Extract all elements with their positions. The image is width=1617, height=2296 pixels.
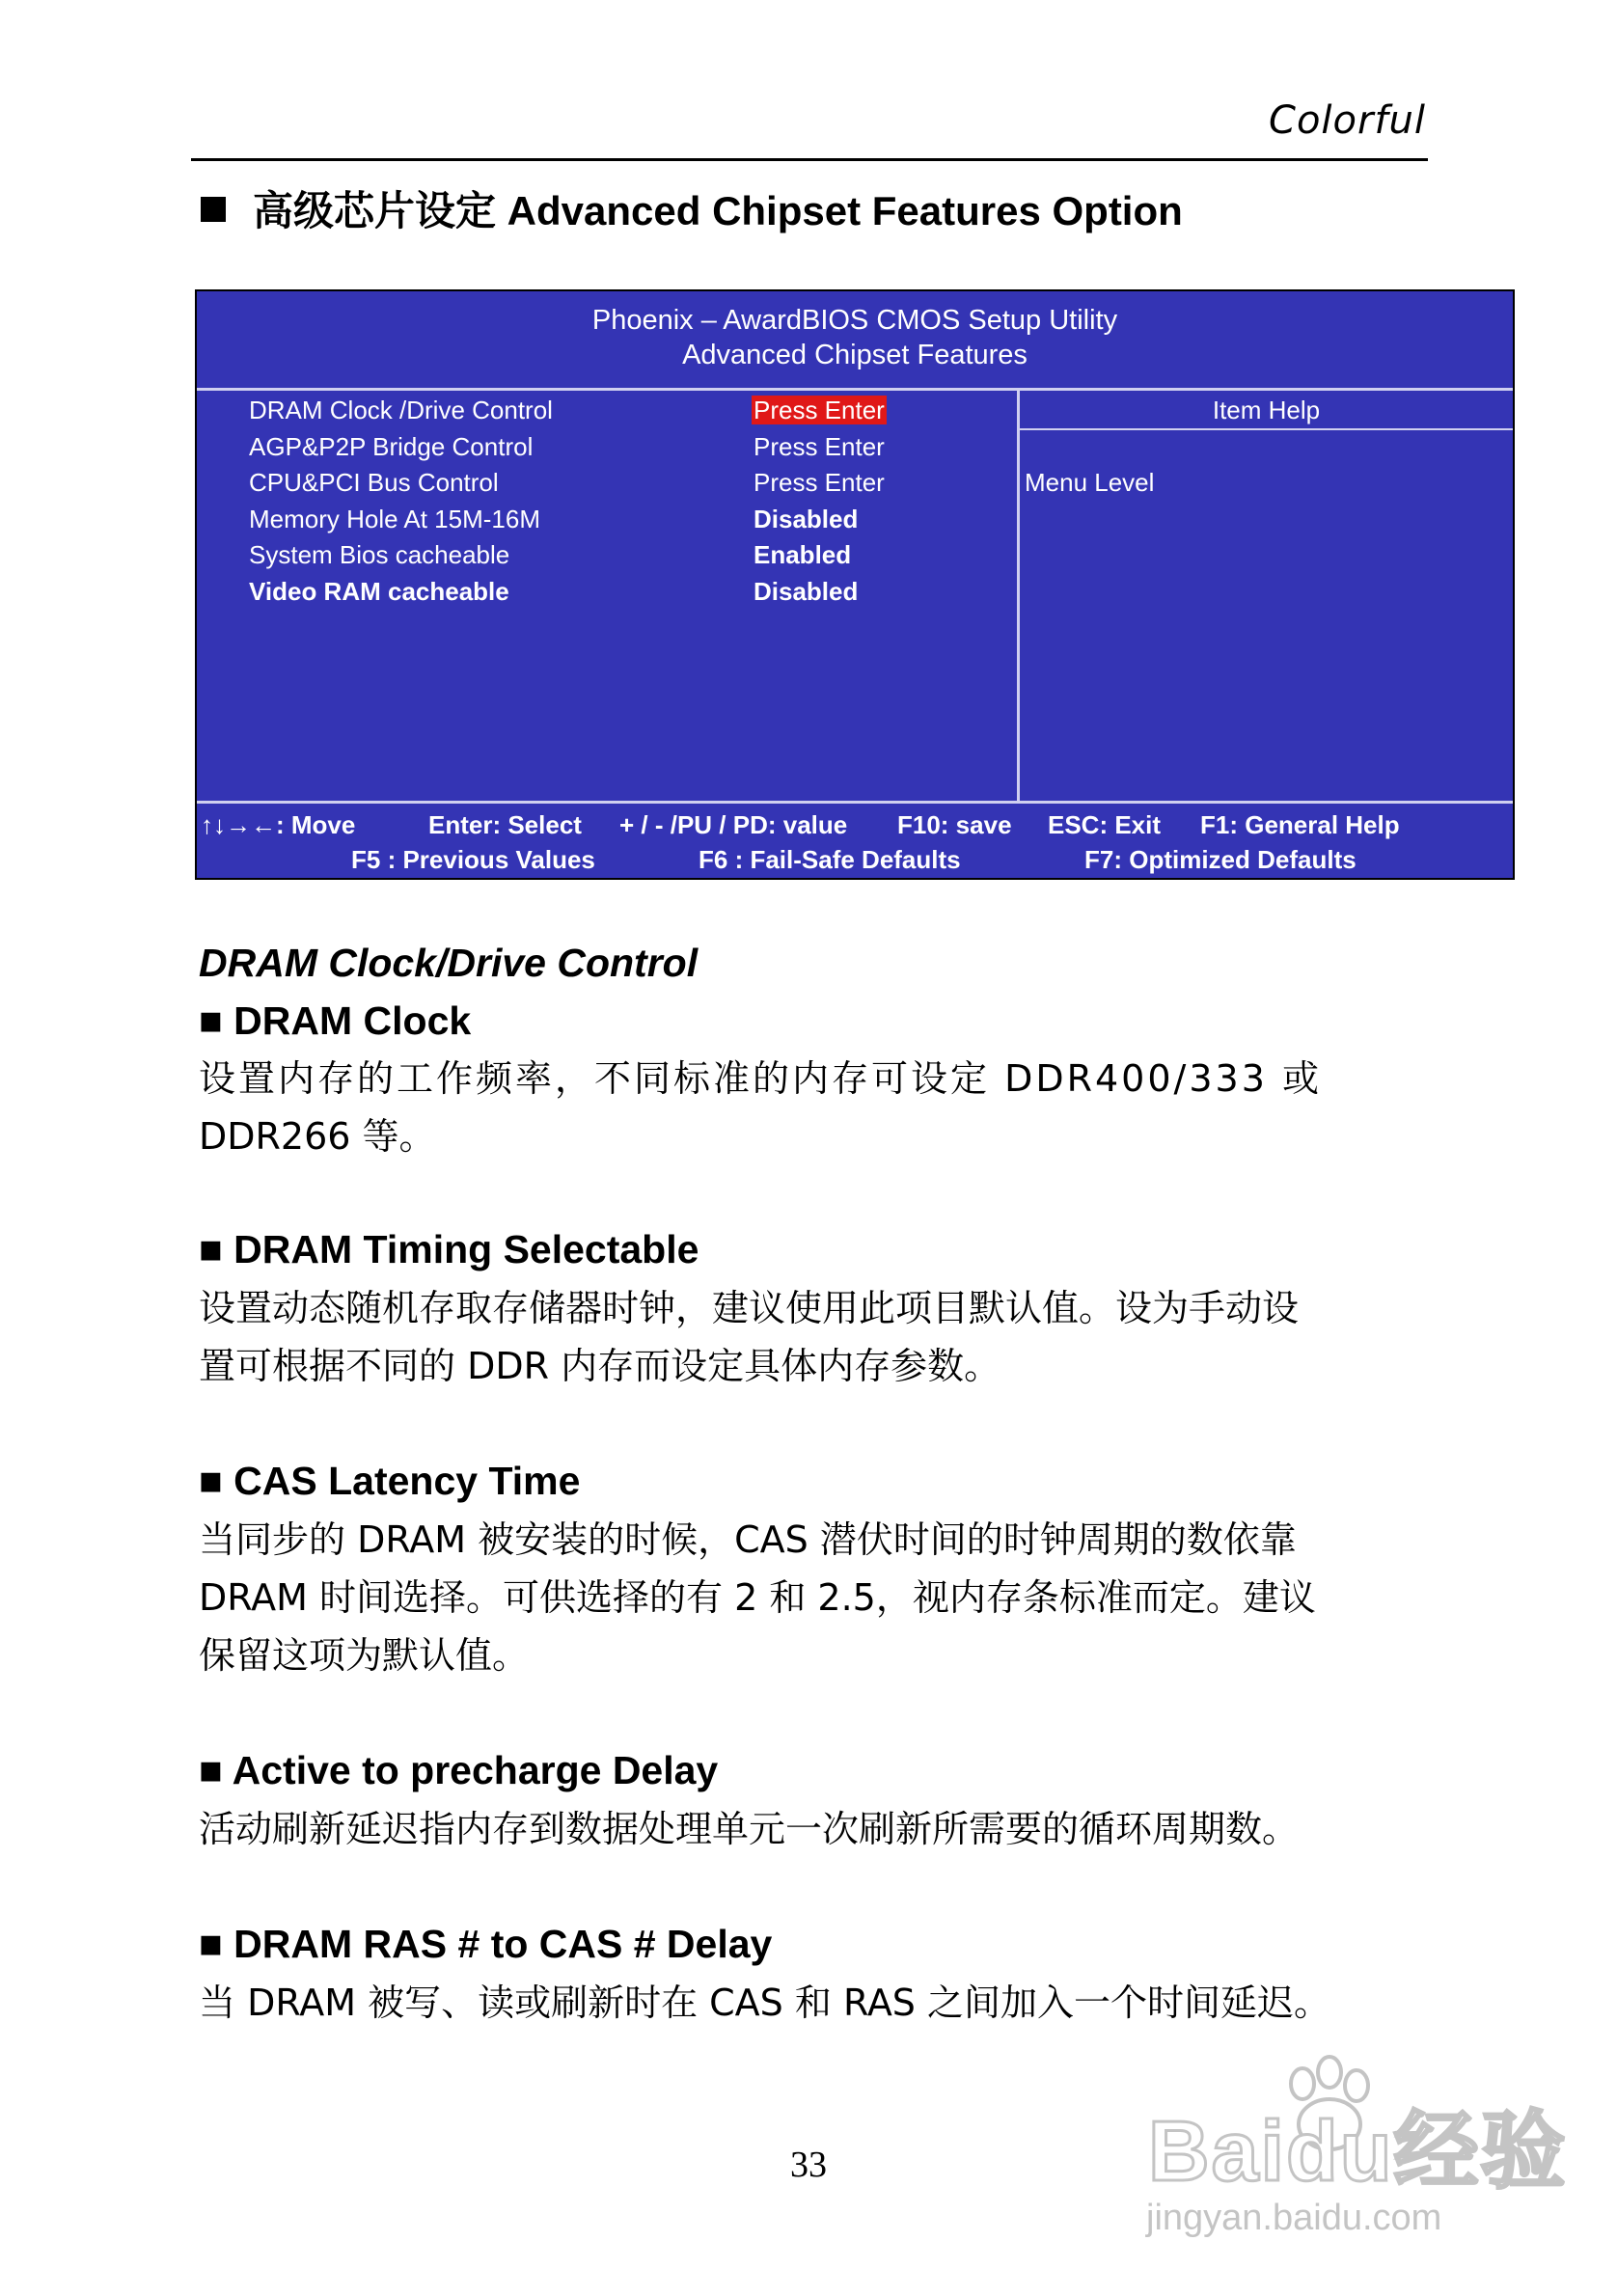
bios-item-memory-hole[interactable]: Memory Hole At 15M-16M	[249, 505, 540, 533]
bios-subtitle: Advanced Chipset Features	[682, 340, 1028, 370]
heading-text: Active to precharge Delay	[232, 1748, 719, 1792]
paragraph-line: 当 DRAM 被写、读或刷新时在 CAS 和 RAS 之间加入一个时间延迟。	[199, 1982, 1331, 2024]
paragraph-line: 设置内存的工作频率，不同标准的内存可设定 DDR400/333 或	[199, 1057, 1322, 1100]
paragraph-cas-latency	[199, 1511, 1432, 1684]
bullet: ■	[199, 1227, 223, 1271]
watermark	[1138, 2055, 1568, 2248]
watermark-url: jingyan.baidu.com	[1146, 2198, 1442, 2238]
key-value: + / - /PU / PD: value	[619, 810, 848, 839]
key-save: F10: save	[897, 810, 1012, 839]
bios-item-system-bios[interactable]: System Bios cacheable	[249, 540, 510, 569]
key-general-help: F1: General Help	[1200, 810, 1400, 839]
paragraph-dram-timing	[199, 1279, 1432, 1395]
bios-item-video-ram[interactable]: Video RAM cacheable	[249, 577, 509, 606]
bullet: ■	[199, 1459, 223, 1503]
heading-text: CAS Latency Time	[233, 1459, 581, 1503]
bios-value-memory-hole[interactable]: Disabled	[754, 505, 859, 533]
bios-item-cpu-pci[interactable]: CPU&PCI Bus Control	[249, 468, 499, 497]
heading-dram-timing	[199, 1227, 699, 1272]
bios-divider-bottom	[197, 801, 1513, 804]
section-title-text: 高级芯片设定 Advanced Chipset Features Option	[253, 188, 1183, 233]
paragraph-ras-cas-delay	[199, 1974, 1432, 2032]
bios-help-divider	[1017, 391, 1020, 801]
key-previous-values: F5 : Previous Values	[351, 845, 595, 874]
key-move: ↑↓→←: Move	[201, 810, 356, 839]
watermark-logo: Baidu经验	[1148, 2103, 1568, 2199]
selected-value[interactable]: Press Enter	[754, 396, 885, 424]
paragraph-line: 活动刷新延迟指内存到数据处理单元一次刷新所需要的循环周期数。	[199, 1808, 1300, 1850]
bios-item-dram-clock[interactable]: DRAM Clock /Drive Control	[249, 396, 553, 424]
bullet: ■	[199, 1922, 223, 1966]
heading-cas-latency	[199, 1459, 580, 1504]
heading-ras-cas-delay	[199, 1922, 772, 1967]
key-exit: ESC: Exit	[1048, 810, 1162, 839]
brand-name: Colorful	[1269, 98, 1426, 143]
paragraph-line: 置可根据不同的 DDR 内存而设定具体内存参数。	[199, 1345, 1001, 1387]
paragraph-line: 设置动态随机存取存储器时钟，建议使用此项目默认值。设为手动设	[199, 1287, 1300, 1329]
bios-help-text: Menu Level	[1025, 468, 1155, 497]
bios-title: Phoenix – AwardBIOS CMOS Setup Utility	[591, 305, 1118, 336]
heading-text: DRAM RAS # to CAS # Delay	[233, 1922, 773, 1966]
paragraph-dram-clock	[199, 1050, 1432, 1165]
heading-text: DRAM Clock	[233, 998, 472, 1043]
heading-text: DRAM Timing Selectable	[233, 1227, 699, 1271]
paragraph-line: 保留这项为默认值。	[199, 1634, 530, 1677]
key-optimized: F7: Optimized Defaults	[1084, 845, 1357, 874]
key-select: Enter: Select	[428, 810, 582, 839]
bios-value-video-ram[interactable]: Disabled	[754, 577, 859, 606]
paragraph-line: DRAM 时间选择。可供选择的有 2 和 2.5，视内存条标准而定。建议	[199, 1576, 1316, 1619]
paragraph-line: 当同步的 DRAM 被安装的时候，CAS 潜伏时间的时钟周期的数依靠	[199, 1518, 1297, 1561]
paragraph-line: DDR266 等。	[199, 1115, 436, 1158]
bullet: ■	[199, 1748, 223, 1792]
bios-help-title: Item Help	[1212, 396, 1321, 424]
section-title	[201, 179, 1183, 237]
heading-active-precharge	[199, 1748, 718, 1793]
bios-value-dram-clock[interactable]	[752, 396, 887, 425]
subheading: DRAM Clock/Drive Control	[199, 941, 699, 985]
bios-screen	[195, 289, 1515, 880]
bios-item-agp-bridge[interactable]: AGP&P2P Bridge Control	[249, 432, 534, 461]
key-fail-safe: F6 : Fail-Safe Defaults	[699, 845, 961, 874]
page-number: 33	[790, 2145, 827, 2185]
paragraph-active-precharge	[199, 1800, 1432, 1858]
bios-divider-top	[197, 388, 1513, 391]
bios-value-system-bios[interactable]: Enabled	[754, 540, 852, 569]
bios-help-title-rule	[1020, 428, 1513, 430]
bios-value-agp-bridge[interactable]: Press Enter	[754, 432, 885, 461]
header-rule	[191, 158, 1428, 161]
bullet-square-icon	[201, 197, 226, 222]
heading-dram-clock	[199, 998, 471, 1044]
bios-value-cpu-pci[interactable]: Press Enter	[754, 468, 885, 497]
bullet: ■	[199, 998, 223, 1043]
